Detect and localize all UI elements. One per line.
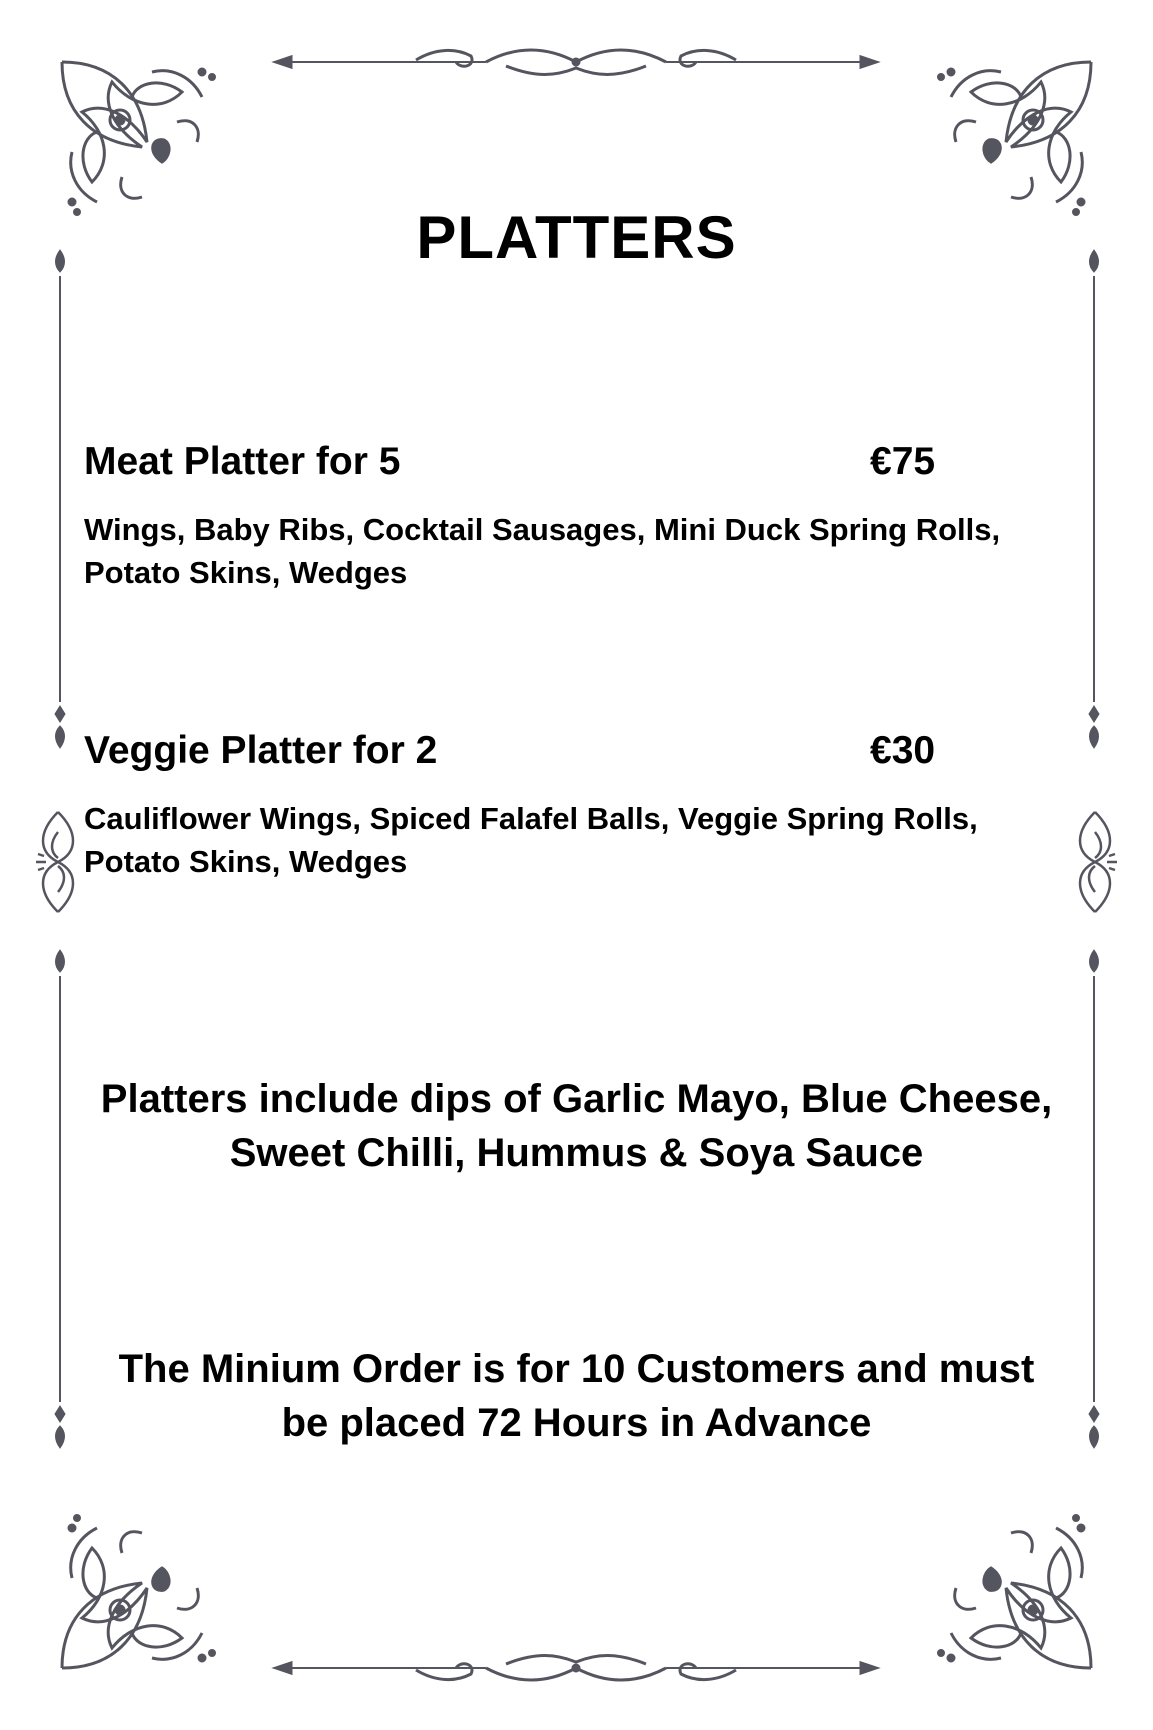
minimum-order-note: The Minium Order is for 10 Customers and must be placed 72 Hours in Advance <box>118 1347 1035 1445</box>
page-title: PLATTERS <box>416 204 737 271</box>
item-description: Cauliflower Wings, Spiced Falafel Balls, Veggie Spring Rolls, Potato Skins, Wedges <box>84 801 978 879</box>
item-description: Wings, Baby Ribs, Cocktail Sausages, Mini Duck Spring Rolls, Potato Skins, Wedges <box>84 512 1001 590</box>
dips-note: Platters include dips of Garlic Mayo, Blue Cheese, Sweet Chilli, Hummus & Soya Sauce <box>100 1077 1053 1175</box>
item-name: Veggie Platter for 2 <box>84 729 438 772</box>
item-price: €75 <box>870 440 936 483</box>
item-name: Meat Platter for 5 <box>84 440 401 483</box>
menu-item-meat-platter <box>84 440 1044 594</box>
menu-item-veggie-platter <box>84 729 1044 883</box>
item-price: €30 <box>870 729 936 772</box>
